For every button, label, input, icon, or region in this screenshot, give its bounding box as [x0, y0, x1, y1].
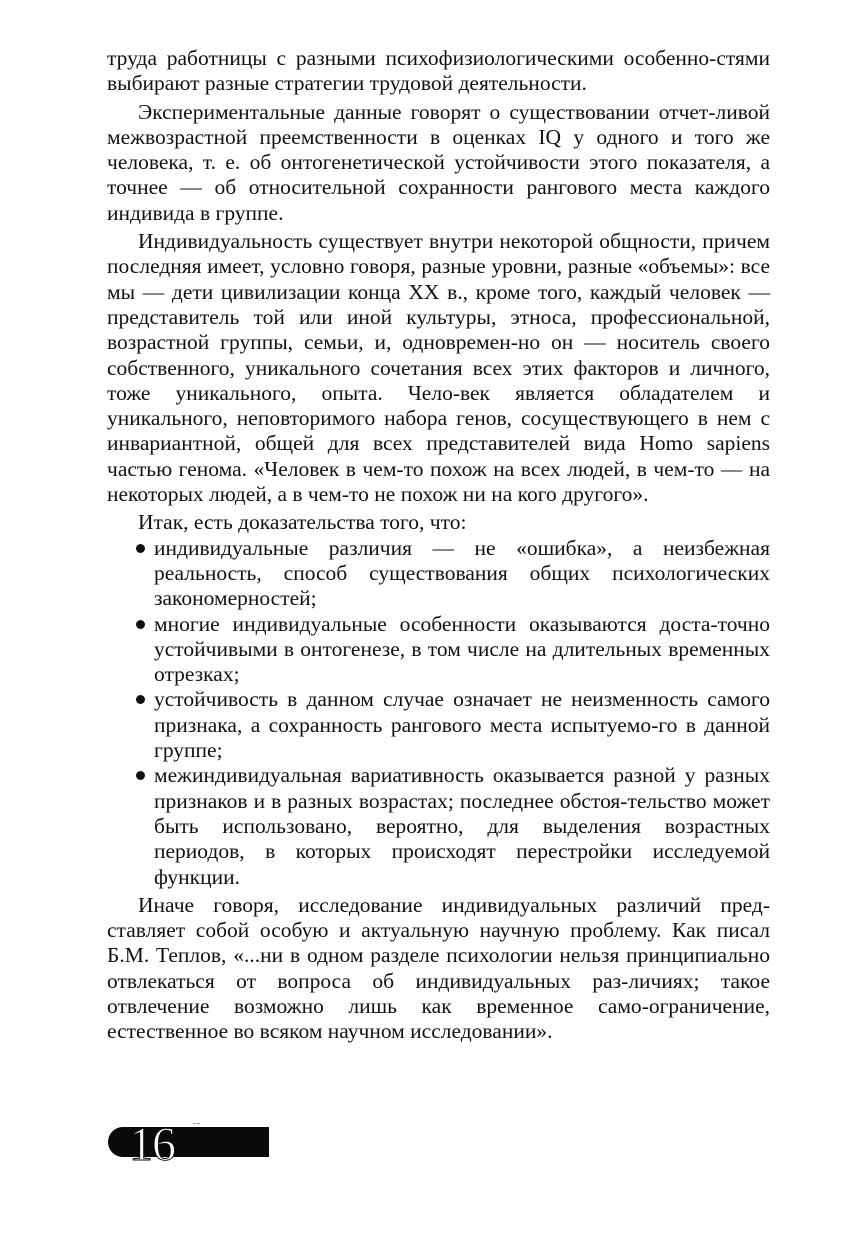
- bullet-icon: [136, 544, 145, 553]
- list-item-text: устойчивость в данном случае означает не неизменность самого признака, а сохранность рангового места испытуемо-го в данной группе;: [154, 687, 770, 763]
- paragraph-continuation: труда работницы с разными психофизиологическими особенно-стями выбирают разные стратегии трудовой деятельности.: [107, 46, 770, 96]
- list-item: [107, 687, 770, 763]
- list-item: [107, 763, 770, 889]
- page-number-tab: [108, 1118, 269, 1171]
- evidence-list: [107, 536, 770, 890]
- page-number: 16: [129, 1118, 175, 1171]
- paragraph-individuality: Индивидуальность существует внутри некоторой общности, причем последняя имеет, условно говоря, разные уровни, разные «объемы»: все мы — дети цивилизации конца XX в., кроме того, каждый человек — представитель той или иной культуры, этноса, профессиональной, возрастной группы, семьи, и, одновремен-но он — носитель своего собственного, уникального сочетания всех этих факторов и личного, тоже уникального, опыта. Чело-век является обладателем и уникального, неповторимого набора генов, сосуществующего в нем с инвариантной, общей для всех представителей вида Homo sapiens частью генома. «Человек в чем-то похож на всех людей, в чем-то — на некоторых людей, а в чем-то не похож ни на кого другого».: [107, 229, 770, 507]
- list-item: [107, 536, 770, 612]
- bullet-icon: [136, 771, 145, 780]
- bullet-icon: [136, 695, 145, 704]
- paragraph-evidence-intro: Итак, есть доказательства того, что:: [138, 510, 467, 535]
- folio-marks: ‴‴: [193, 1122, 201, 1130]
- bullet-icon: [136, 620, 145, 629]
- list-item-text: межиндивидуальная вариативность оказывается разной у разных признаков и в разных возрастах; последнее обстоя-тельство может быть использовано, вероятно, для выделения возрастных периодов, в которых происходят перестройки исследуемой функции.: [154, 763, 770, 889]
- paragraph-teplov-quote: Иначе говоря, исследование индивидуальных различий пред-ставляет собой особую и актуальную научную проблему. Как писал Б.М. Теплов, «...ни в одном разделе психологии нельзя принципиально отвлекаться от вопроса об индивидуальных раз-личиях; такое отвлечение возможно лишь как временное само-ограничение, естественное во всяком научном исследовании».: [107, 892, 770, 1044]
- list-item-text: индивидуальные различия — не «ошибка», а неизбежная реальность, способ существования общих психологических закономерностей;: [154, 535, 770, 611]
- list-item-text: многие индивидуальные особенности оказываются доста-точно устойчивыми в онтогенезе, в том числе на длительных временных отрезках;: [154, 611, 770, 687]
- paragraph-iq-continuity: Экспериментальные данные говорят о существовании отчет-ливой межвозрастной преемственности в оценках IQ у одного и того же человека, т. е. об онтогенетической устойчивости этого показателя, а точнее — об относительной сохранности рангового места каждого индивида в группе.: [107, 99, 770, 225]
- page-body: [107, 46, 770, 1045]
- list-item: [107, 612, 770, 688]
